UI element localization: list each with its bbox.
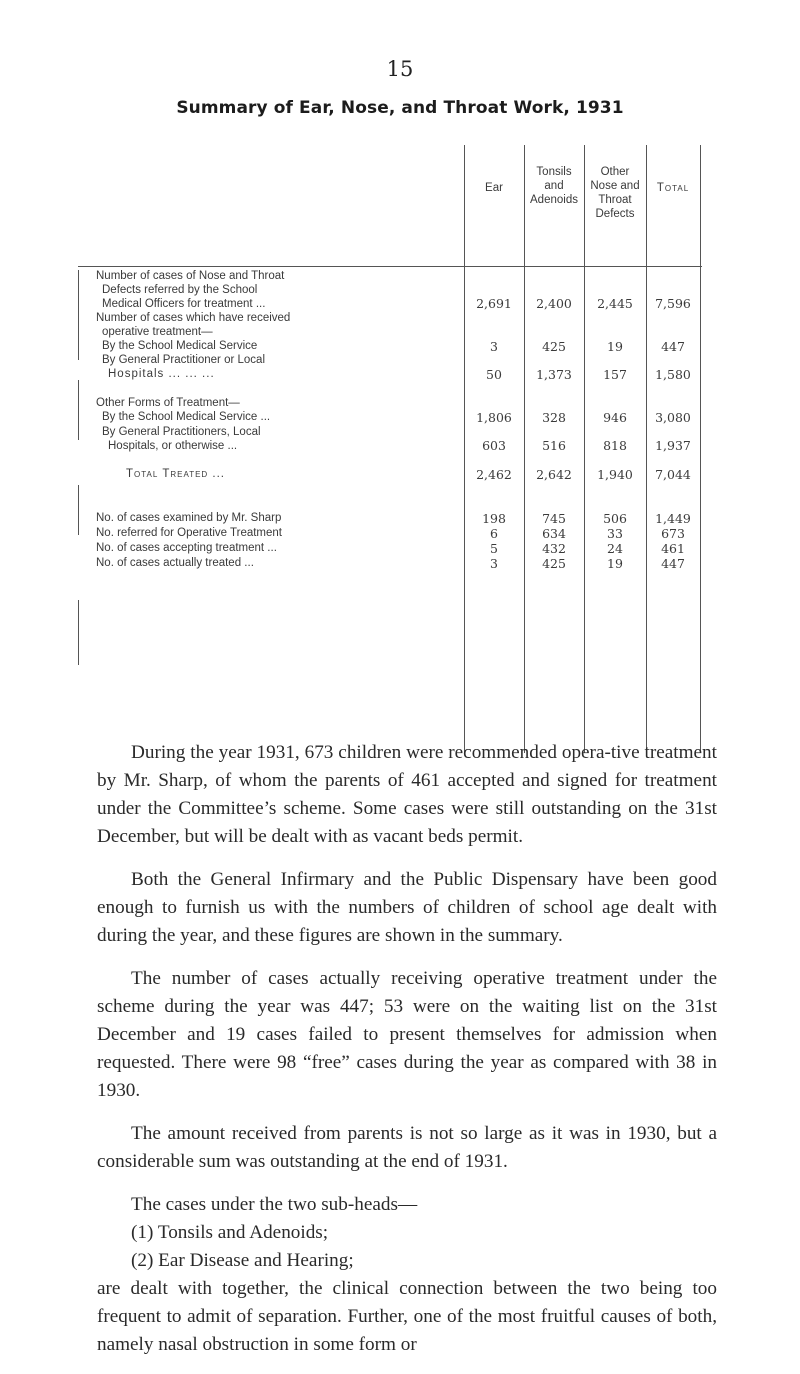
table-cell: 2,691	[476, 296, 512, 311]
row-label-line: By the School Medical Service	[102, 340, 258, 352]
table-cell: 24	[607, 541, 623, 556]
body-text	[97, 739, 717, 1374]
table-cell: 157	[603, 367, 627, 382]
table-cell: 425	[542, 556, 566, 571]
table-cell: 198	[482, 511, 506, 526]
table-cell: 1,580	[655, 367, 691, 382]
column-header-line: Other	[600, 166, 630, 178]
row-label-line: No. of cases examined by Mr. Sharp	[96, 512, 282, 524]
row-label-line: Hospitals ... ... ...	[108, 368, 215, 380]
table-cell: 1,806	[476, 410, 512, 425]
column-header-line: and	[544, 180, 564, 192]
row-label-line: By General Practitioners, Local	[102, 426, 261, 438]
paragraph: The cases under the two sub-heads—	[131, 1194, 418, 1215]
table-rule	[700, 145, 701, 753]
table-cell: 745	[542, 511, 566, 526]
column-header-line: Throat	[598, 194, 632, 206]
row-label-line: No. of cases accepting treatment ...	[96, 542, 277, 554]
column-header-line: Tonsils	[536, 166, 572, 178]
table-cell: 1,373	[536, 367, 572, 382]
column-header-line: Adenoids	[530, 194, 578, 206]
row-label-line: By the School Medical Service ...	[102, 411, 271, 423]
summary-table	[78, 145, 723, 720]
table-cell: 603	[482, 438, 506, 453]
table-cell: 7,596	[655, 296, 691, 311]
column-header-tonsils	[524, 165, 584, 207]
page-number: 15	[386, 57, 414, 81]
table-row-label	[96, 396, 556, 410]
table-cell: 2,445	[597, 296, 633, 311]
row-label-line: Other Forms of Treatment—	[96, 397, 240, 409]
table-cell: 3	[490, 556, 498, 571]
table-cell: 2,462	[476, 467, 512, 482]
column-header-line: Nose and	[590, 180, 640, 192]
table-cell: 447	[661, 339, 685, 354]
table-cell: 673	[661, 526, 685, 541]
table-cell: 447	[661, 556, 685, 571]
column-header-line: Defects	[595, 208, 635, 220]
row-label-line: Hospitals, or otherwise ...	[108, 440, 238, 452]
table-cell: 818	[603, 438, 627, 453]
table-cell: 19	[607, 339, 623, 354]
row-label-line: Total Treated ...	[126, 468, 225, 480]
paragraph: Both the General Infirmary and the Public Dispensary have been good enough to furnish us with the numbers of children of school age dealt with during the year, and these figures are shown in the summary.	[97, 869, 717, 946]
row-label-line: No. of cases actually treated ...	[96, 557, 254, 569]
table-cell: 328	[542, 410, 566, 425]
page-title: Summary of Ear, Nose, and Throat Work, 1931	[176, 98, 624, 118]
table-cell: 461	[661, 541, 685, 556]
list-item: (1) Tonsils and Adenoids;	[131, 1222, 329, 1243]
table-cell: 7,044	[655, 467, 691, 482]
table-cell: 3,080	[655, 410, 691, 425]
table-rule	[78, 266, 702, 267]
row-label-line: Number of cases of Nose and Throat	[96, 270, 285, 282]
table-cell: 50	[486, 367, 502, 382]
table-cell: 3	[490, 339, 498, 354]
column-header-total: Total	[656, 182, 690, 194]
table-cell: 432	[542, 541, 566, 556]
table-cell: 2,642	[536, 467, 572, 482]
paragraph: During the year 1931, 673 children were recommended opera-tive treatment by Mr. Sharp, of whom the parents of 461 accepted and signed for treatment under the Committee’s scheme. Some cases were still outstanding on the 31st December, but will be dealt with as vacant beds permit.	[97, 742, 717, 847]
table-rule	[78, 380, 79, 440]
table-cell: 6	[490, 526, 498, 541]
row-label-line: Medical Officers for treatment ...	[102, 298, 266, 310]
list-item: (2) Ear Disease and Hearing;	[131, 1250, 354, 1271]
table-rule	[78, 600, 79, 665]
table-cell: 33	[607, 526, 623, 541]
table-cell: 1,937	[655, 438, 691, 453]
table-rule	[78, 270, 79, 360]
table-cell: 1,940	[597, 467, 633, 482]
row-label-line: No. referred for Operative Treatment	[96, 527, 282, 539]
table-cell: 2,400	[536, 296, 572, 311]
table-rule	[78, 485, 79, 535]
table-cell: 634	[542, 526, 566, 541]
column-header-other	[584, 165, 646, 221]
paragraph: The amount received from parents is not so large as it was in 1930, but a considerable sum was outstanding at the end of 1931.	[97, 1123, 717, 1172]
paragraph: are dealt with together, the clinical connection between the two being too frequent to admit of separation. Further, one of the most fruitful causes of both, namely nasal obstruction in some form or	[97, 1278, 717, 1355]
table-row-label	[96, 311, 556, 339]
row-label-line: Number of cases which have received	[96, 312, 291, 324]
table-cell: 946	[603, 410, 627, 425]
paragraph: The number of cases actually receiving operative treatment under the scheme during the year was 447; 53 were on the waiting list on the 31st December and 19 cases failed to present themselves for admission when requested. There were 98 “free” cases during the year as compared with 38 in 1930.	[97, 968, 717, 1101]
table-cell: 19	[607, 556, 623, 571]
table-cell: 506	[603, 511, 627, 526]
row-label-line: operative treatment—	[102, 326, 213, 338]
table-cell: 5	[490, 541, 498, 556]
table-cell: 1,449	[655, 511, 691, 526]
column-header-ear: Ear	[485, 182, 503, 194]
table-cell: 516	[542, 438, 566, 453]
row-label-line: Defects referred by the School	[102, 284, 258, 296]
table-cell: 425	[542, 339, 566, 354]
row-label-line: By General Practitioner or Local	[102, 354, 265, 366]
